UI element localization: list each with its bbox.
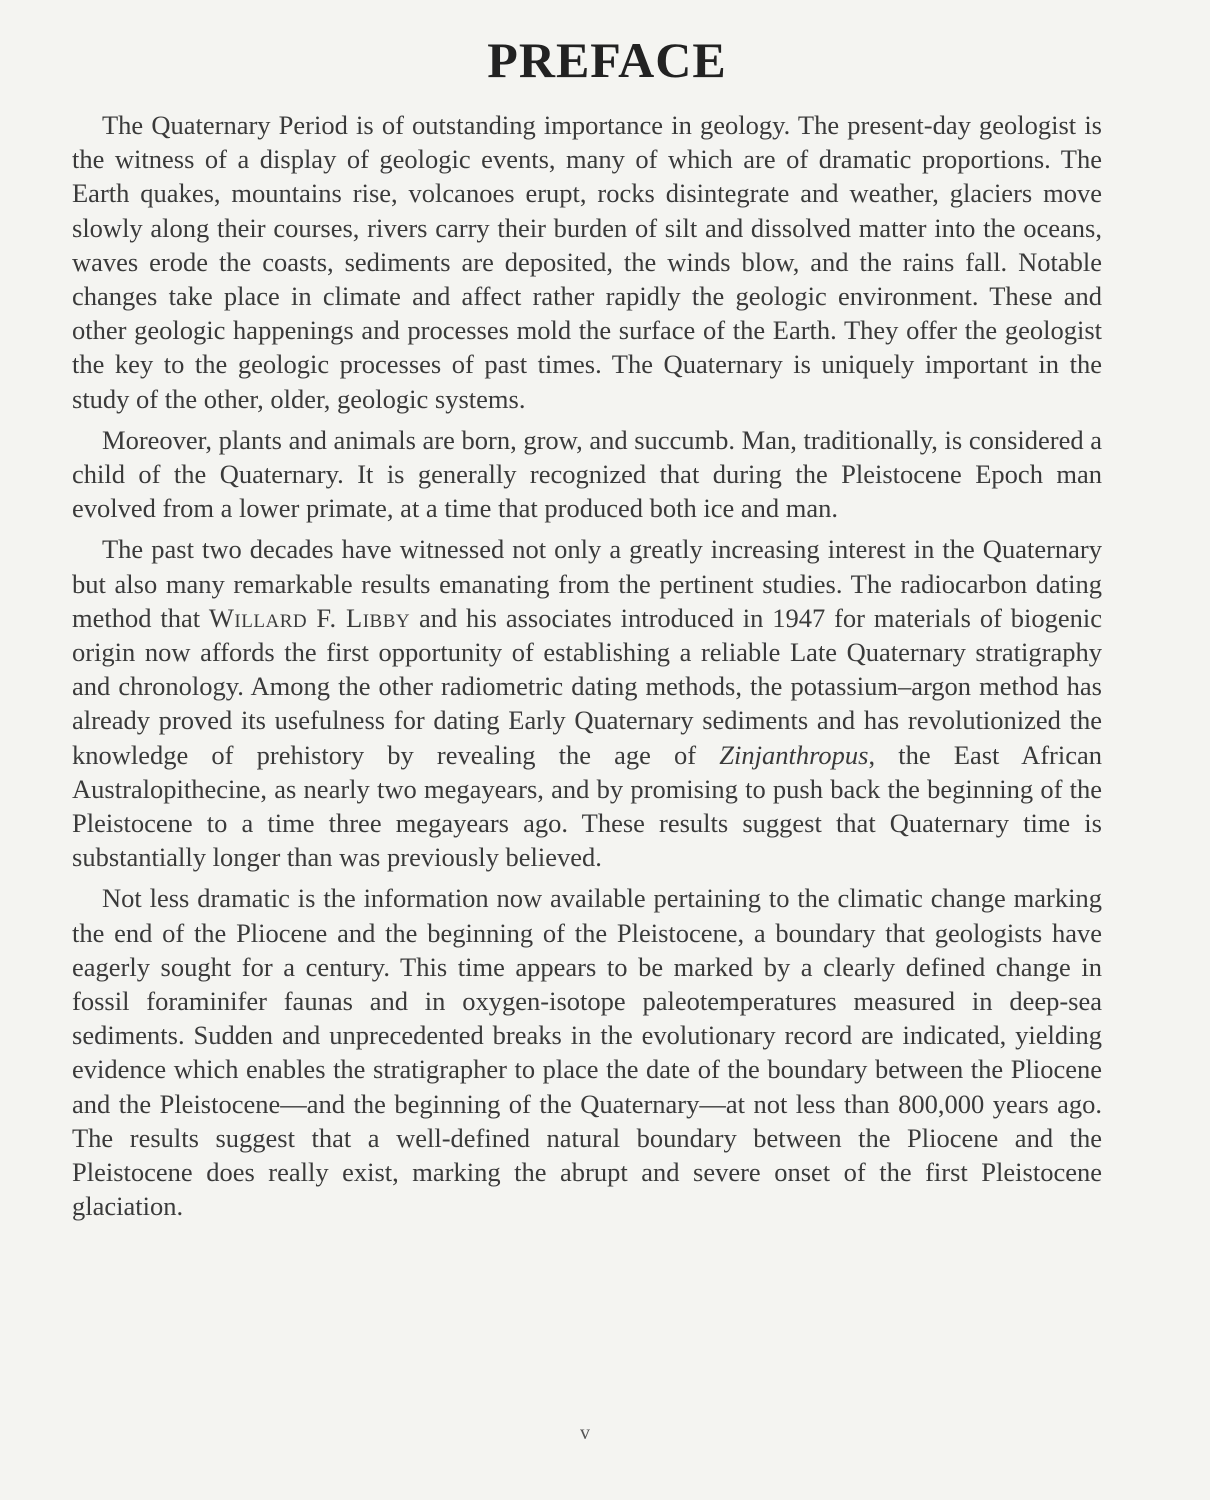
paragraph-3-text-c: , the East African Australopithecine, as nearly two megayears, and by promising to push back the beginning of the Pleistocene to a time three megayears ago. These results suggest that Quaternary time is substantially longer than was previously believed. <box>72 739 1102 873</box>
paragraph-1: The Quaternary Period is of outstanding importance in geology. The present-day geologist is the witness of a display of geologic events, many of which are of dramatic proportions. The Earth quakes, mountains rise, volcanoes erupt, rocks disintegrate and weather, glaciers move slowly along their courses, rivers carry their burden of silt and dissolved matter into the oceans, waves erode the coasts, sediments are deposited, the winds blow, and the rains fall. Notable changes take place in climate and affect rather rapidly the geologic environment. These and other geologic happenings and processes mold the surface of the Earth. They offer the geologist the key to the geologic processes of past times. The Quaternary is uniquely important in the study of the other, older, geologic systems. <box>72 110 1102 414</box>
paragraph-3-text-b: and his associates introduced in 1947 for materials of biogenic origin now affords the first opportunity of establishing a reliable Late Quaternary stratigraphy and chronology. Among the other radiometric dating methods, the potassium–argon method has already proved its usefulness for dating Early Quaternary sediments and has revolutionized the knowledge of prehistory by revealing the age of <box>72 602 1102 770</box>
paragraph-2: Moreover, plants and animals are born, grow, and succumb. Man, traditionally, is considered a child of the Quaternary. It is generally recognized that during the Pleistocene Epoch man evolved from a lower primate, at a time that produced both ice and man. <box>72 424 1103 524</box>
page-number: v <box>580 1422 590 1444</box>
paragraph-4: Not less dramatic is the information now available pertaining to the climatic change marking the end of the Pliocene and the beginning of the Pleistocene, a boundary that geologists have eagerly sought for a century. This time appears to be marked by a clearly defined change in fossil foraminifer faunas and in oxygen-isotope paleotemperatures measured in deep-sea sediments. Sudden and unprecedented breaks in the evolutionary record are indicated, yielding evidence which enables the stratigrapher to place the date of the boundary between the Pliocene and the Pleistocene—and the beginning of the Quaternary—at not less than 800,000 years ago. The results suggest that a well-defined natural boundary between the Pliocene and the Pleistocene does really exist, marking the abrupt and severe onset of the first Pleistocene glaciation. <box>72 883 1102 1222</box>
page-title: PREFACE <box>487 32 727 88</box>
taxon-name: Zinjanthropus <box>719 739 869 770</box>
paragraph-3 <box>72 532 1102 874</box>
preface-body <box>72 108 1102 1224</box>
paragraph-3-text-a: The past two decades have witnessed not only a greatly increasing interest in the Quaternary but also many remarkable results emanating from the pertinent studies. The radiocarbon dating method that <box>72 534 1102 633</box>
author-name: Willard F. Libby <box>208 602 411 633</box>
